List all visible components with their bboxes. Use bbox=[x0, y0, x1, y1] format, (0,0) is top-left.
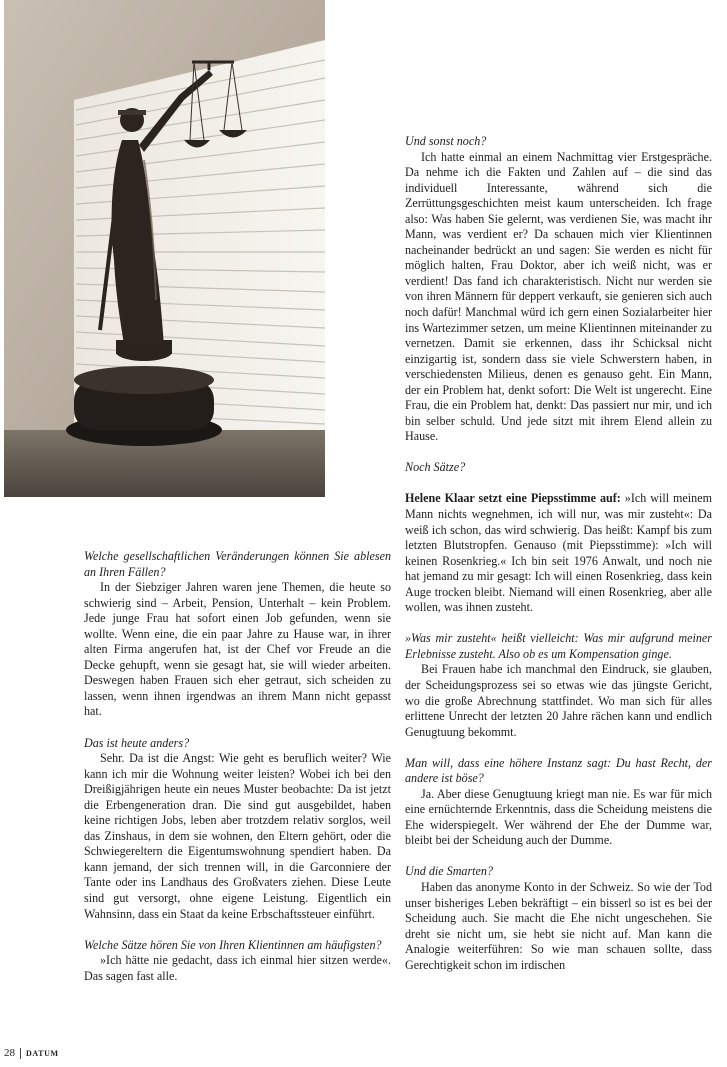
right-text-column bbox=[405, 134, 712, 973]
page-footer bbox=[4, 1047, 59, 1059]
interview-answer: Sehr. Da ist die Angst: Wie geht es beruflich weiter? Wie kann ich mir die Wohnung weiter leisten? Wobei ich bei den Dreißigjährigen heute ein neues Muster beobachte: Da ist jetzt die Erbengeneration dran. Die sind gut ausgebildet, haben keine richtigen Jobs, leben aber trotzdem relativ sorglos, weil das Zinshaus, in dem sie wohnen, den Eltern gehört, oder die Schwiegereltern die Eigentumswohnung spendiert haben. Da kann jemand, der sich trennen will, in die Garconniere der Tante oder ins Landhaus des Großvaters ziehen. Diese Leute sind gut versorgt, ohne eigene Leistung. Eigentlich ein Wahnsinn, dass ein Staat da keine Erbschaftssteuer einführt. bbox=[84, 751, 391, 921]
interview-question: Und die Smarten? bbox=[405, 864, 494, 879]
justitia-statue-image bbox=[4, 0, 325, 497]
interview-answer: Ich hatte einmal an einem Nachmittag vier Erstgespräche. Da nehme ich die Fakten und Zahlen auf – die sind das individuell Interessante, während sich die Zerrüttungsgeschichten meist kaum unterscheiden. Ich frage also: Was haben Sie gelernt, was verdienen Sie, was macht ihr Mann, was verdient er? Da schauen mich vier Klientinnen nacheinander bedrückt an und sagen: Sie werden es nicht für möglich halten, Frau Doktor, aber ich weiß nicht, was er verdient! Das fand ich charakteristisch. Nicht nur werden sie von ihren Männern für deppert verkauft, sie genieren sich auch noch dafür! Manchmal würd ich gern einen Sozialarbeiter hier ins Wartezimmer setzen, um meine Klientinnen miteinander zu vernetzen. Damit sie erkennen, dass ihr Schicksal nicht einzigartig ist, sondern dass sie viele Schwerstern haben, in verschiedensten Milieus, denen es genauso geht. Ein Mann, der ein Problem hat, denkt sofort: Die Welt ist ungerecht. Eine Frau, die ein Problem hat, denkt: Das passiert nur mir, und ich bin selber schuld. Und jede sitzt mit ihrem Elend allein zu Hause. bbox=[405, 149, 712, 444]
interview-answer: Bei Frauen habe ich manchmal den Eindruck, sie glauben, der Scheidungsprozess sei so etwas wie das jüngste Gericht, wo die große Abrechnung stattfindet. Wo man sich für alles erlittene Unrecht der letzten 20 Jahre rächen kann und endlich Genugtuung bekommt. bbox=[405, 662, 712, 739]
interview-answer bbox=[405, 491, 712, 615]
justitia-photo bbox=[4, 0, 325, 497]
interview-question: »Was mir zusteht« heißt vielleicht: Was mir aufgrund meiner Erlebnisse zusteht. Also ob es um Kompensation ginge. bbox=[405, 631, 712, 661]
left-text-column bbox=[84, 549, 391, 984]
footer-divider bbox=[20, 1048, 21, 1059]
interview-answer: Haben das anonyme Konto in der Schweiz. So wie der Tod unser bisheriges Leben bekräftigt – ein bisserl so ist es bei der Scheidung auch. Sie macht die Ehe nicht ungeschehen. Sie dreht sie nicht um, sie hebt sie nicht auf. Man kann die Analogie weiterführen: So wie man schauen sollte, dass Gerechtigkeit schon im irdischen bbox=[405, 880, 712, 972]
interview-question: Noch Sätze? bbox=[405, 460, 466, 475]
interview-answer: In der Siebziger Jahren waren jene Themen, die heute so schwierig sind – Arbeit, Pension, Unterhalt – kein Problem. Jede junge Frau hat sofort einen Job gefunden, wenn sie wollte. Wenn eine, die ein paar Jahre zu Hause war, in ihrer alten Firma angerufen hat, ist der Chef vor Freude an die Decke gehupft, wenn sie gesagt hat, sie will wieder arbeiten. Deswegen haben Frauen sich eher getraut, sich scheiden zu lassen, wenn ihnen irgendwas an ihrem Mann nicht gepasst hat. bbox=[84, 580, 391, 719]
magazine-name: DATUM bbox=[26, 1048, 59, 1058]
interview-answer: Ja. Aber diese Genugtuung kriegt man nie. Es war für mich eine ernüchternde Erkenntnis, dass die Scheidung meistens die Ehe widerspiegelt. Wer während der Ehe der Dumme war, bleibt bei der Scheidung auch der Dumme. bbox=[405, 786, 712, 848]
interview-question: Und sonst noch? bbox=[405, 134, 487, 148]
lead-in-bold: Helene Klaar setzt eine Piepsstimme auf: bbox=[405, 491, 621, 506]
page-number: 28 bbox=[4, 1047, 15, 1059]
interview-answer: »Ich hätte nie gedacht, dass ich einmal hier sitzen werde«. Das sagen fast alle. bbox=[84, 953, 391, 983]
interview-question: Das ist heute anders? bbox=[84, 735, 190, 750]
interview-question: Welche gesellschaftlichen Veränderungen können Sie ablesen an Ihren Fällen? bbox=[84, 549, 391, 579]
interview-question: Welche Sätze hören Sie von Ihren Klientinnen am häufigsten? bbox=[84, 937, 382, 952]
interview-question: Man will, dass eine höhere Instanz sagt: Du hast Recht, der andere ist böse? bbox=[405, 755, 712, 786]
answer-text: »Ich will meinem Mann nichts wegnehmen, ich will nur, was mir zusteht«: Da weiß ich schon, das wird schwierig. Das heißt: Kampf bis zum letzten Blutstropfen. Genauso (mit Piepsstimme): »Ich will keinen Rosenkrieg.« Ich bin seit 1976 Anwalt, und noch nie hat jemand zu mir gesagt: Ich will einen Rosenkrieg, dass kein Auge trocken bleibt. Niemand will einen Rosenkrieg, aber alle wollen, was ihnen zusteht. bbox=[405, 491, 712, 615]
